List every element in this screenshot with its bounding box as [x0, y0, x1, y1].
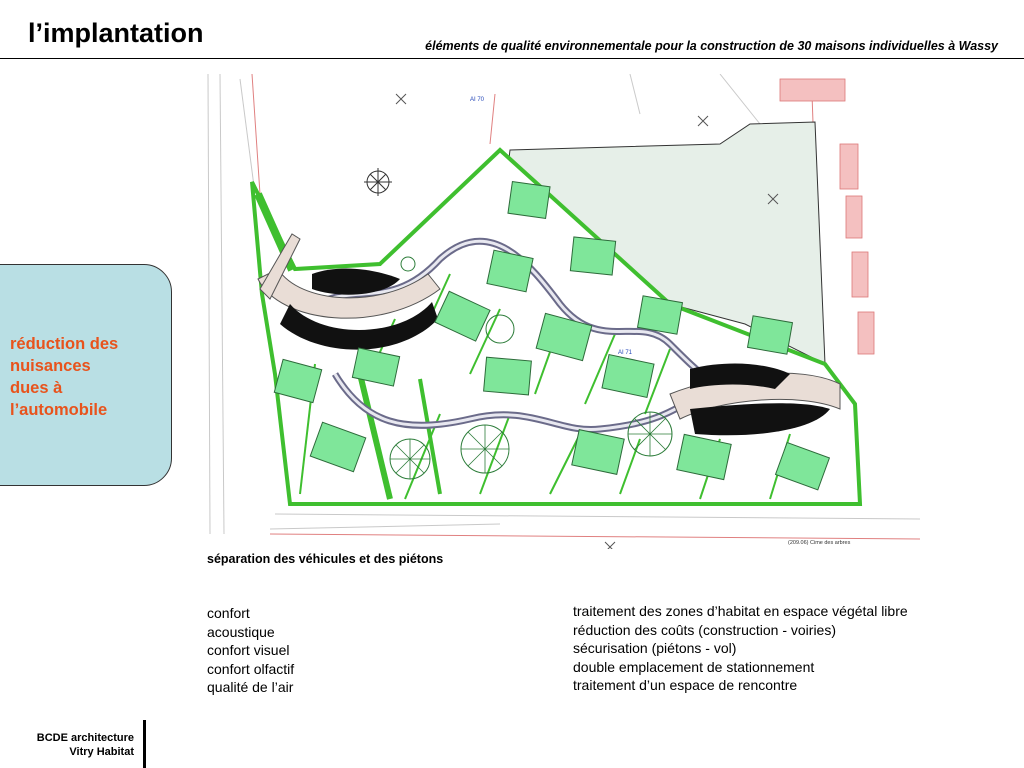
sidebar-line: l’automobile — [10, 401, 108, 419]
footer-divider — [143, 720, 146, 768]
parcel-label-top: AI 70 — [470, 97, 485, 103]
footer-credits — [37, 731, 134, 759]
treatment-list — [573, 602, 908, 695]
list-item: confort — [207, 605, 250, 621]
comfort-list — [207, 604, 294, 697]
page-subtitle: éléments de qualité environnementale pour la construction de 30 maisons individuelles à Wassy — [425, 39, 998, 53]
list-item: acoustique — [207, 623, 275, 640]
list-item: qualité de l’air — [207, 679, 294, 696]
parcel-label-mid: AI 71 — [618, 350, 633, 356]
list-item: double emplacement de stationnement — [573, 658, 815, 675]
sidebar-line: dues à — [10, 379, 63, 397]
footer-line: BCDE architecture — [36, 732, 134, 744]
site-plan-drawing — [200, 74, 925, 549]
sidebar-line: réduction des — [10, 335, 119, 353]
sidebar-line: nuisances — [10, 357, 91, 375]
list-item: traitement d’un espace de rencontre — [573, 677, 798, 694]
plan-caption: séparation des véhicules et des piétons — [207, 552, 444, 566]
header-divider — [0, 58, 1024, 59]
list-item: sécurisation (piétons - vol) — [573, 640, 737, 657]
list-item: confort olfactif — [207, 660, 295, 677]
list-item: traitement des zones d’habitat en espace végétal libre — [573, 603, 908, 619]
list-item: confort visuel — [207, 642, 290, 659]
plan-legend: (209.06) Cime des arbres — [788, 540, 851, 546]
sidebar-heading — [10, 333, 150, 421]
list-item: réduction des coûts (construction - voiries) — [573, 621, 836, 638]
page-title: l’implantation — [28, 18, 204, 48]
footer-line: Vitry Habitat — [69, 746, 134, 758]
